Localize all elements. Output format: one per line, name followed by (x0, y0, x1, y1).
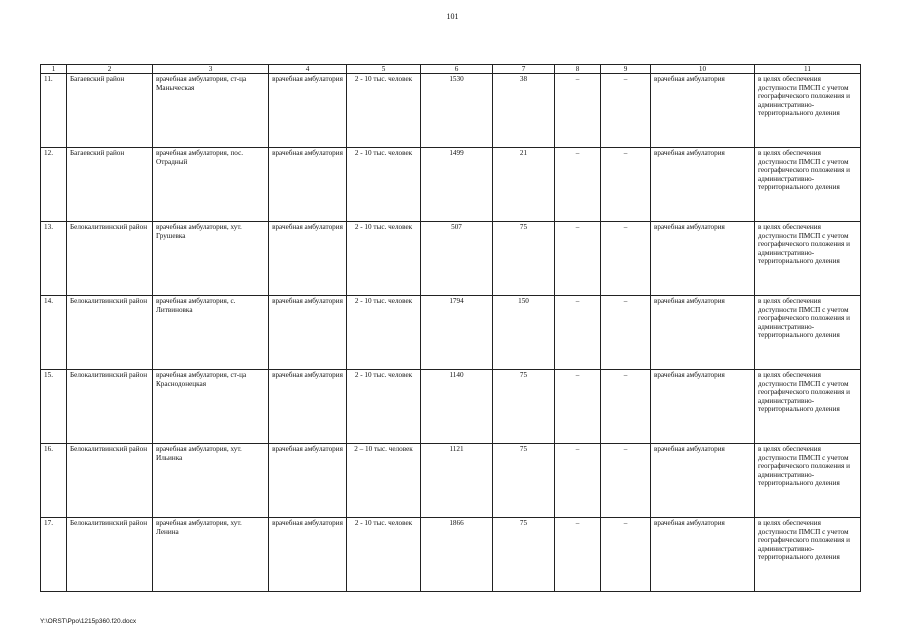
table-row (41, 148, 861, 222)
column-header: 2 (67, 65, 153, 74)
table-row (41, 74, 861, 148)
value-cell-9: – (601, 518, 651, 592)
planned-type-cell: врачебная амбулатория (651, 444, 755, 518)
header-row (41, 65, 861, 74)
district-cell: Белокалитвинский район (67, 444, 153, 518)
row-number: 11. (41, 74, 67, 148)
value-cell-8: – (555, 518, 601, 592)
planned-type-cell: врачебная амбулатория (651, 518, 755, 592)
value-cell-6: 1140 (421, 370, 493, 444)
column-header: 9 (601, 65, 651, 74)
value-cell-7: 150 (493, 296, 555, 370)
row-number: 13. (41, 222, 67, 296)
district-cell: Багаевский район (67, 74, 153, 148)
purpose-cell: в целях обеспечения доступности ПМСП с учетом географического положения и административно-территориального деления (755, 296, 861, 370)
table-row (41, 296, 861, 370)
page-number: 101 (446, 12, 459, 21)
value-cell-7: 75 (493, 444, 555, 518)
purpose-cell: в целях обеспечения доступности ПМСП с учетом географического положения и административно-территориального деления (755, 518, 861, 592)
value-cell-9: – (601, 74, 651, 148)
value-cell-8: – (555, 370, 601, 444)
purpose-cell: в целях обеспечения доступности ПМСП с учетом географического положения и административно-территориального деления (755, 444, 861, 518)
value-cell-7: 75 (493, 518, 555, 592)
column-header: 3 (153, 65, 269, 74)
purpose-cell: в целях обеспечения доступности ПМСП с учетом географического положения и административно-территориального деления (755, 222, 861, 296)
column-header: 1 (41, 65, 67, 74)
value-cell-8: – (555, 444, 601, 518)
purpose-cell: в целях обеспечения доступности ПМСП с учетом географического положения и административно-территориального деления (755, 370, 861, 444)
value-cell-8: – (555, 296, 601, 370)
facilities-table (40, 64, 861, 592)
population-cell: 2 - 10 тыс. человек (347, 74, 421, 148)
value-cell-9: – (601, 444, 651, 518)
district-cell: Белокалитвинский район (67, 296, 153, 370)
planned-type-cell: врачебная амбулатория (651, 296, 755, 370)
facility-cell: врачебная амбулатория, хут. Грушевка (153, 222, 269, 296)
population-cell: 2 - 10 тыс. человек (347, 222, 421, 296)
value-cell-7: 38 (493, 74, 555, 148)
district-cell: Белокалитвинский район (67, 222, 153, 296)
type-cell: врачебная амбулатория (269, 74, 347, 148)
value-cell-6: 1794 (421, 296, 493, 370)
column-header: 8 (555, 65, 601, 74)
type-cell: врачебная амбулатория (269, 222, 347, 296)
column-header: 7 (493, 65, 555, 74)
table-row (41, 222, 861, 296)
row-number: 12. (41, 148, 67, 222)
value-cell-6: 1530 (421, 74, 493, 148)
column-header: 11 (755, 65, 861, 74)
population-cell: 2 – 10 тыс. человек (347, 444, 421, 518)
value-cell-6: 1121 (421, 444, 493, 518)
facility-cell: врачебная амбулатория, ст-ца Краснодонецкая (153, 370, 269, 444)
type-cell: врачебная амбулатория (269, 370, 347, 444)
planned-type-cell: врачебная амбулатория (651, 148, 755, 222)
facility-cell: врачебная амбулатория, с. Литвиновка (153, 296, 269, 370)
value-cell-7: 75 (493, 222, 555, 296)
type-cell: врачебная амбулатория (269, 518, 347, 592)
population-cell: 2 - 10 тыс. человек (347, 296, 421, 370)
table-row (41, 370, 861, 444)
planned-type-cell: врачебная амбулатория (651, 222, 755, 296)
planned-type-cell: врачебная амбулатория (651, 74, 755, 148)
value-cell-9: – (601, 222, 651, 296)
purpose-cell: в целях обеспечения доступности ПМСП с учетом географического положения и административно-территориального деления (755, 148, 861, 222)
row-number: 15. (41, 370, 67, 444)
row-number: 17. (41, 518, 67, 592)
column-header: 5 (347, 65, 421, 74)
value-cell-6: 1866 (421, 518, 493, 592)
value-cell-8: – (555, 148, 601, 222)
facility-cell: врачебная амбулатория, хут. Ленина (153, 518, 269, 592)
table-row (41, 444, 861, 518)
row-number: 16. (41, 444, 67, 518)
column-header: 6 (421, 65, 493, 74)
type-cell: врачебная амбулатория (269, 148, 347, 222)
type-cell: врачебная амбулатория (269, 444, 347, 518)
facility-cell: врачебная амбулатория, хут. Ильинка (153, 444, 269, 518)
population-cell: 2 - 10 тыс. человек (347, 518, 421, 592)
column-header: 4 (269, 65, 347, 74)
facility-cell: врачебная амбулатория, пос. Отрадный (153, 148, 269, 222)
value-cell-9: – (601, 296, 651, 370)
file-path-footer: Y:\ORST\Ppo\1215p360.f20.docx (40, 618, 137, 625)
value-cell-6: 507 (421, 222, 493, 296)
district-cell: Белокалитвинский район (67, 370, 153, 444)
table-row (41, 518, 861, 592)
purpose-cell: в целях обеспечения доступности ПМСП с учетом географического положения и административно-территориального деления (755, 74, 861, 148)
value-cell-7: 21 (493, 148, 555, 222)
value-cell-8: – (555, 222, 601, 296)
population-cell: 2 - 10 тыс. человек (347, 370, 421, 444)
type-cell: врачебная амбулатория (269, 296, 347, 370)
value-cell-7: 75 (493, 370, 555, 444)
planned-type-cell: врачебная амбулатория (651, 370, 755, 444)
district-cell: Белокалитвинский район (67, 518, 153, 592)
column-header: 10 (651, 65, 755, 74)
value-cell-8: – (555, 74, 601, 148)
value-cell-9: – (601, 148, 651, 222)
row-number: 14. (41, 296, 67, 370)
value-cell-9: – (601, 370, 651, 444)
value-cell-6: 1499 (421, 148, 493, 222)
population-cell: 2 - 10 тыс. человек (347, 148, 421, 222)
district-cell: Багаевский район (67, 148, 153, 222)
facility-cell: врачебная амбулатория, ст-ца Маныческая (153, 74, 269, 148)
